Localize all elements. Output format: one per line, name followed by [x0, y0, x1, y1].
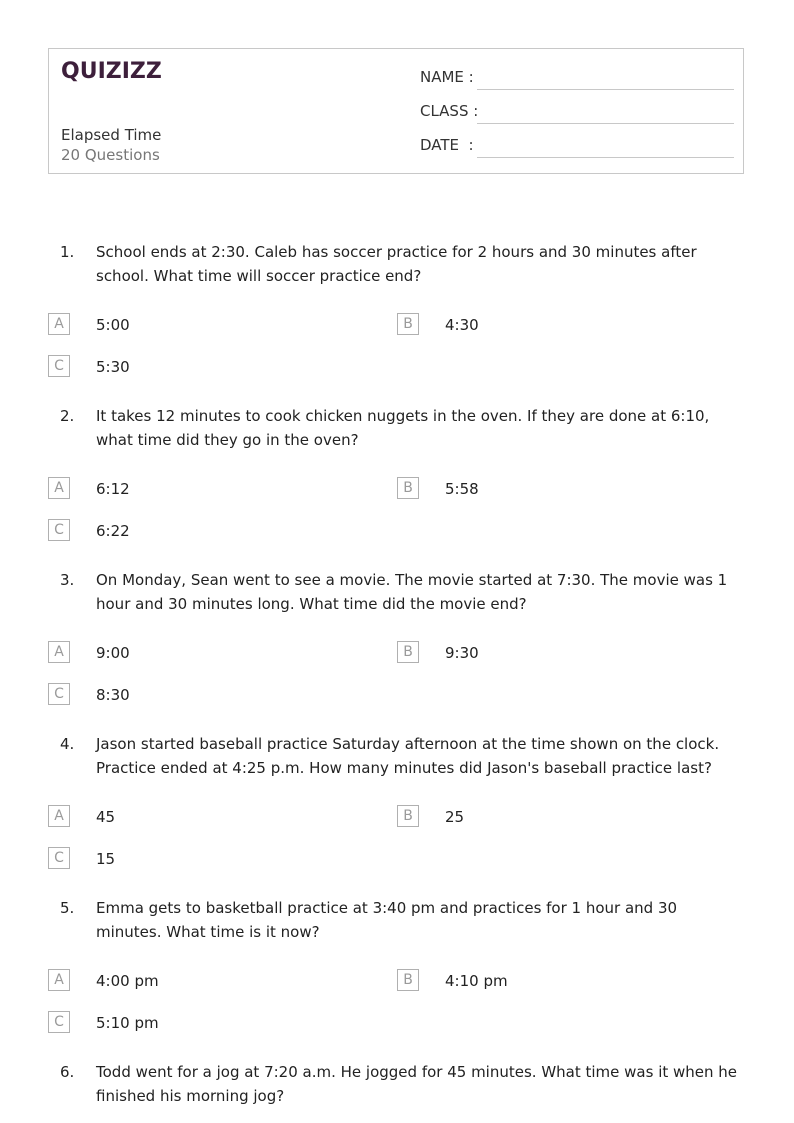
- option-letter: C: [48, 1011, 70, 1033]
- worksheet-header: [48, 48, 744, 174]
- question-count: 20 Questions: [61, 146, 160, 164]
- question-text: It takes 12 minutes to cook chicken nuggets in the oven. If they are done at 6:10, what time did they go in the oven?: [96, 407, 710, 449]
- class-field: [420, 102, 734, 124]
- question-number: 1.: [60, 243, 75, 261]
- date-field: [420, 136, 734, 158]
- option-letter: B: [397, 805, 419, 827]
- question-text: Emma gets to basketball practice at 3:40 pm and practices for 1 hour and 30 minutes. What time is it now?: [96, 899, 678, 941]
- option-text: 25: [445, 808, 465, 826]
- option-text: 5:58: [445, 480, 479, 498]
- option-letter: C: [48, 847, 70, 869]
- option-text: 45: [96, 808, 116, 826]
- question-number: 5.: [60, 899, 75, 917]
- class-line: [477, 123, 734, 124]
- option-letter: C: [48, 519, 70, 541]
- question-number: 2.: [60, 407, 75, 425]
- option-text: 5:00: [96, 316, 130, 334]
- name-field: [420, 68, 734, 90]
- option-text: 15: [96, 850, 116, 868]
- date-line: [477, 157, 734, 158]
- worksheet-title: Elapsed Time: [61, 126, 162, 144]
- option-letter: C: [48, 683, 70, 705]
- option-letter: A: [48, 969, 70, 991]
- option-text: 9:00: [96, 644, 130, 662]
- option-text: 5:10 pm: [96, 1014, 159, 1032]
- question-text: On Monday, Sean went to see a movie. The movie started at 7:30. The movie was 1 hour and 30 minutes long. What time did the movie end?: [96, 571, 728, 613]
- option-letter: A: [48, 477, 70, 499]
- option-text: 6:12: [96, 480, 130, 498]
- option-text: 4:00 pm: [96, 972, 159, 990]
- question-number: 6.: [60, 1063, 75, 1081]
- class-label: CLASS :: [420, 102, 479, 120]
- option-letter: A: [48, 313, 70, 335]
- question-text: Jason started baseball practice Saturday afternoon at the time shown on the clock. Practice ended at 4:25 p.m. How many minutes did Jason's baseball practice last?: [96, 735, 720, 777]
- option-letter: C: [48, 355, 70, 377]
- option-letter: B: [397, 313, 419, 335]
- option-text: 5:30: [96, 358, 130, 376]
- quizizz-logo: QUIZIZZ: [61, 59, 162, 84]
- question-text: School ends at 2:30. Caleb has soccer practice for 2 hours and 30 minutes after school. What time will soccer practice end?: [96, 243, 697, 285]
- question-number: 4.: [60, 735, 75, 753]
- name-line: [477, 89, 734, 90]
- option-letter: B: [397, 641, 419, 663]
- date-label: DATE :: [420, 136, 474, 154]
- option-letter: B: [397, 969, 419, 991]
- option-text: 6:22: [96, 522, 130, 540]
- option-text: 4:30: [445, 316, 479, 334]
- question-number: 3.: [60, 571, 75, 589]
- option-text: 8:30: [96, 686, 130, 704]
- name-label: NAME :: [420, 68, 474, 86]
- option-letter: B: [397, 477, 419, 499]
- option-letter: A: [48, 805, 70, 827]
- option-text: 4:10 pm: [445, 972, 508, 990]
- question-text: Todd went for a jog at 7:20 a.m. He jogged for 45 minutes. What time was it when he finished his morning jog?: [96, 1063, 738, 1105]
- option-letter: A: [48, 641, 70, 663]
- option-text: 9:30: [445, 644, 479, 662]
